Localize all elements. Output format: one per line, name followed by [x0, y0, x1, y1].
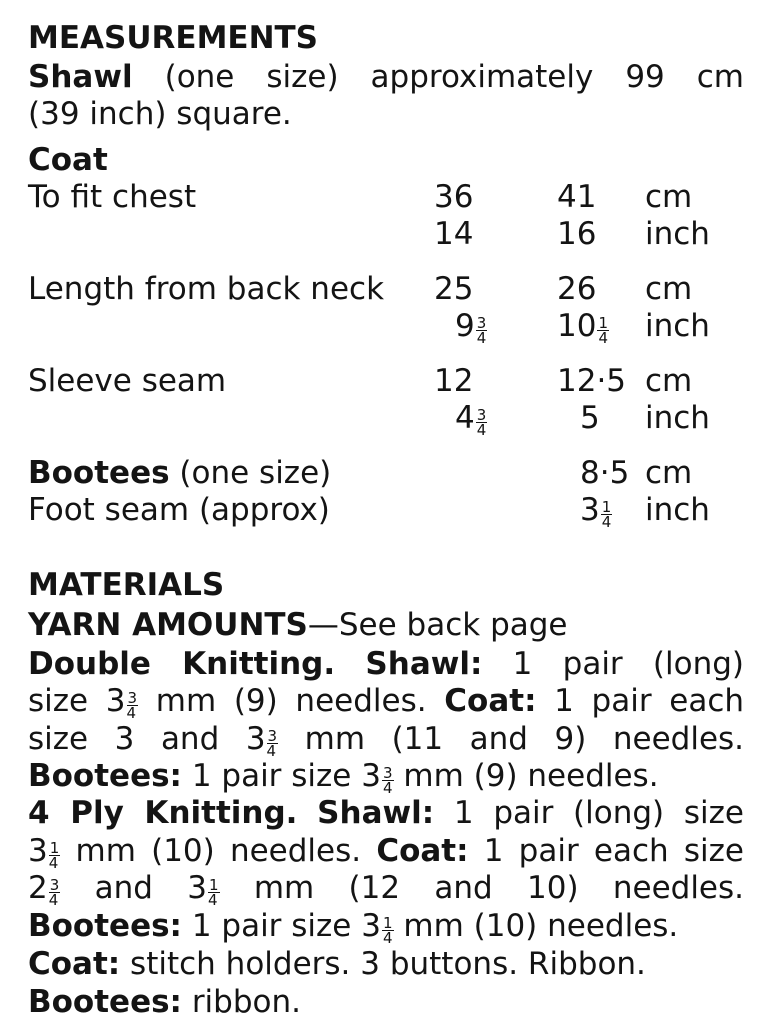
fraction: $\frac{3}{4}$ — [476, 406, 487, 439]
four-ply-line: Bootees: 1 pair size 3 $\frac{1}{4}$ mm (10) needles. — [28, 908, 679, 947]
bootees-extras-line: Bootees: ribbon. — [28, 984, 301, 1020]
coat-extras-line: Coat: stitch holders. 3 buttons. Ribbon. — [28, 946, 646, 982]
coat-unit: cm — [645, 179, 693, 215]
coat-size2-value: 41 — [557, 179, 597, 215]
shawl-label: Shawl — [28, 59, 133, 95]
coat-size1-value: 36 — [434, 179, 474, 215]
fraction: $\frac{1}{4}$ — [382, 914, 393, 947]
double-knitting-line: size 3 $\frac{3}{4}$ mm (9) needles. Coat: 1 pair each — [28, 683, 745, 722]
coat-unit: inch — [645, 308, 710, 344]
fraction: $\frac{3}{4}$ — [476, 314, 487, 347]
shawl-size-line-2: (39 inch) square. — [28, 96, 292, 132]
coat-size2-value: 16 — [557, 216, 597, 252]
shawl-size-text: (one size) approximately 99 cm — [164, 59, 744, 95]
double-knitting-line: Double Knitting. Shawl: 1 pair (long) — [28, 646, 745, 682]
coat-size1-value: 12 — [434, 363, 474, 399]
double-knitting-line: size 3 and 3 $\frac{3}{4}$ mm (11 and 9) needles. — [28, 721, 745, 760]
fraction: $\frac{1}{4}$ — [207, 876, 219, 909]
coat-row-label: To fit chest — [28, 179, 197, 215]
coat-unit: inch — [645, 400, 710, 436]
bootees-measure-line: Bootees (one size) — [28, 455, 332, 491]
materials-heading: MATERIALS — [28, 567, 225, 603]
fraction: $\frac{3}{4}$ — [126, 689, 138, 722]
coat-size2-value: 26 — [557, 271, 597, 307]
coat-unit: cm — [645, 271, 693, 307]
yarn-amounts-line: YARN AMOUNTS—See back page — [28, 607, 568, 643]
coat-unit: cm — [645, 363, 693, 399]
bootees-inch-unit: inch — [645, 492, 710, 528]
bootees-label: Bootees — [28, 455, 170, 491]
coat-size1-value: 25 — [434, 271, 474, 307]
fraction: $\frac{1}{4}$ — [598, 314, 608, 347]
coat-row-label: Sleeve seam — [28, 363, 227, 399]
four-ply-line: 3 $\frac{1}{4}$ mm (10) needles. Coat: 1 pair each size — [28, 833, 745, 872]
coat-size2-value: 5 — [580, 400, 600, 436]
coat-size2-value: 12·5 — [557, 363, 627, 399]
coat-size1-value: 14 — [434, 216, 474, 252]
coat-size1-value: 9 $\frac{3}{4}$ — [455, 308, 487, 347]
double-knitting-line: Bootees: 1 pair size 3 $\frac{3}{4}$ mm (9) needles. — [28, 758, 659, 797]
four-ply-line: 2 $\frac{3}{4}$ and 3 $\frac{1}{4}$ mm (12 and 10) needles. — [28, 870, 745, 909]
coat-label: Coat — [28, 142, 108, 178]
shawl-size-line — [28, 59, 744, 96]
fraction: $\frac{1}{4}$ — [601, 498, 612, 531]
fraction: $\frac{3}{4}$ — [266, 727, 278, 760]
four-ply-line: 4 Ply Knitting. Shawl: 1 pair (long) size — [28, 795, 744, 831]
coat-size1-value: 4 $\frac{3}{4}$ — [455, 400, 487, 439]
bootees-cm-unit: cm — [645, 455, 693, 491]
bootees-inch-value: 3 $\frac{1}{4}$ — [580, 492, 612, 531]
fraction: $\frac{3}{4}$ — [48, 876, 60, 909]
fraction: $\frac{1}{4}$ — [48, 839, 60, 872]
coat-unit: inch — [645, 216, 710, 252]
fraction: $\frac{3}{4}$ — [382, 764, 393, 797]
foot-seam-label: Foot seam (approx) — [28, 492, 330, 528]
coat-size2-value: 10 $\frac{1}{4}$ — [557, 308, 608, 347]
measurements-heading: MEASUREMENTS — [28, 20, 319, 56]
bootees-cm-value: 8·5 — [580, 455, 630, 491]
coat-row-label: Length from back neck — [28, 271, 385, 307]
